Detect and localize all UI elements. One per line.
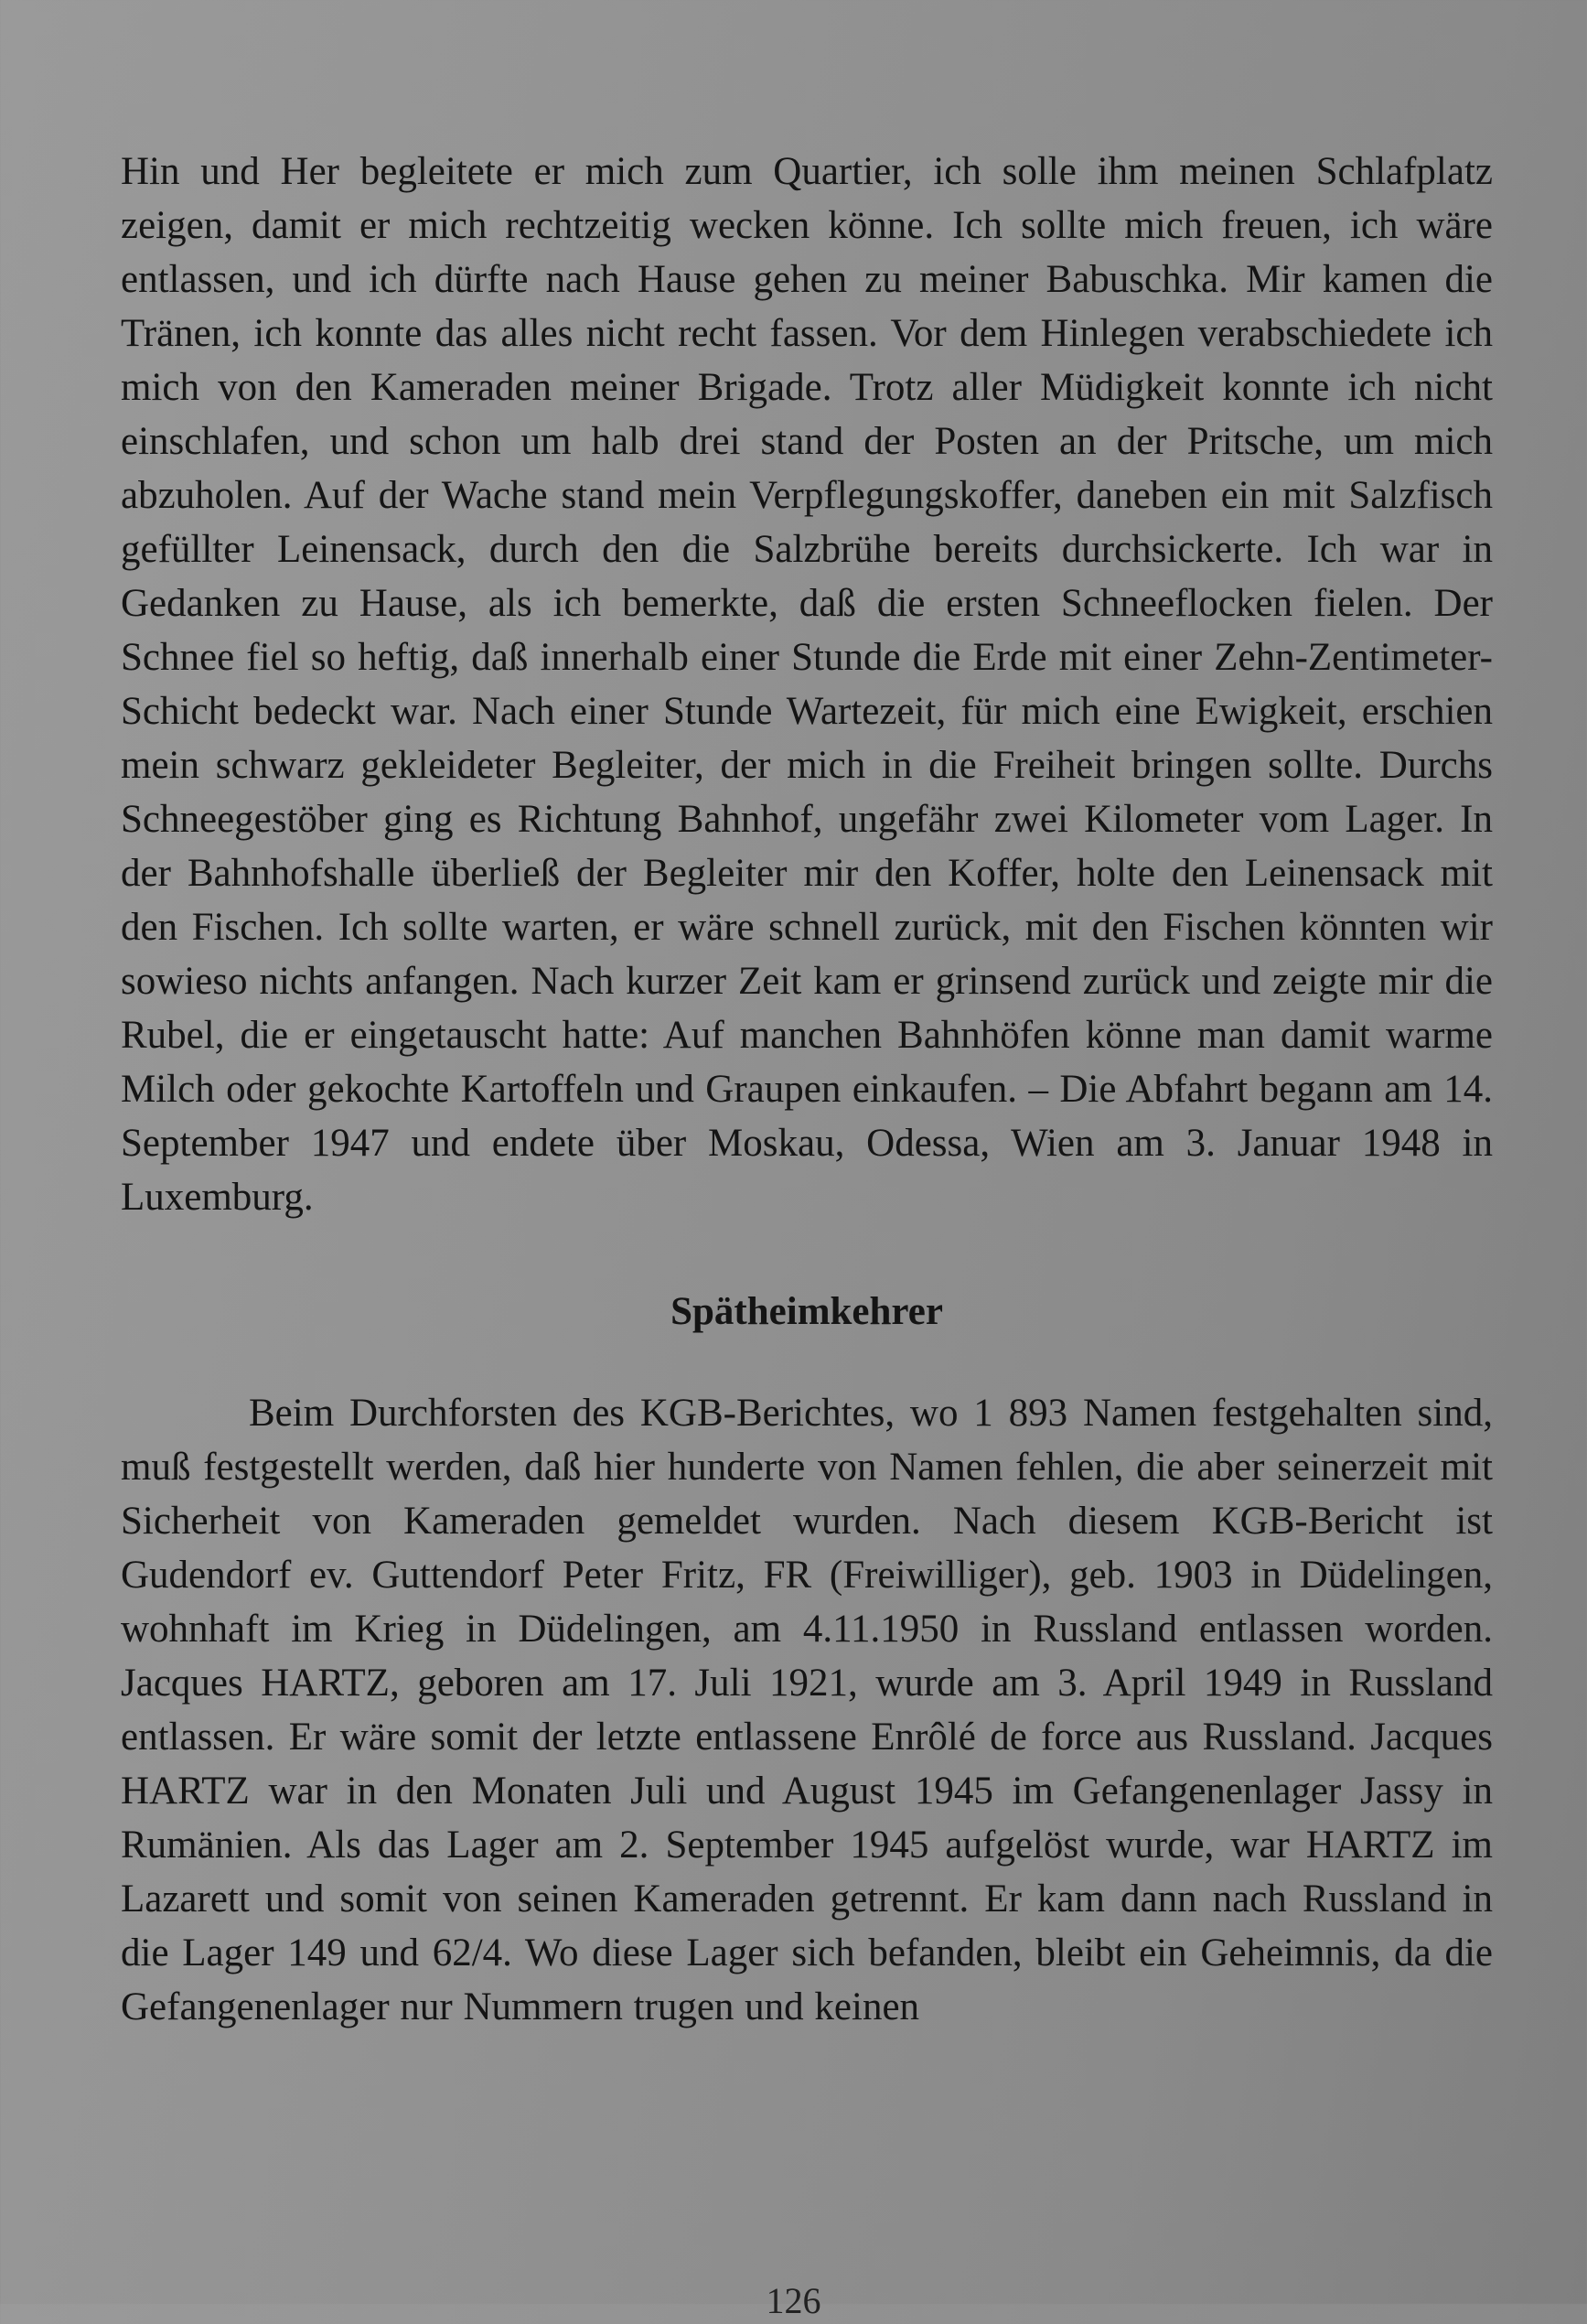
body-paragraph-2: Beim Durchforsten des KGB-Berichtes, wo 1 893 Namen festgehalten sind, muß festgestellt werden, daß hier hunderte von Namen fehlen, die aber seinerzeit mit Sicherheit von Kameraden gemeldet wurden. Nach diesem KGB-Bericht ist Gudendorf ev. Guttendorf Peter Fritz, FR (Freiwilliger), geb. 1903 in Düdelingen, wohnhaft im Krieg in Düdelingen, am 4.11.1950 in Russland entlassen worden. Jacques HARTZ, geboren am 17. Juli 1921, wurde am 3. April 1949 in Russland entlassen. Er wäre somit der letzte entlassene Enrôlé de force aus Russland. Jacques HARTZ war in den Monaten Juli und August 1945 im Gefangenenlager Jassy in Rumänien. Als das Lager am 2. September 1945 aufgelöst wurde, war HARTZ im Lazarett und somit von seinen Kameraden getrennt. Er kam dann nach Russland in die Lager 149 und 62/4. Wo diese Lager sich befanden, bleibt ein Geheimnis, da die Gefangenenlager nur Nummern trugen und keinen bbox=[121, 1392, 1493, 2028]
page-number: 126 bbox=[766, 2280, 821, 2321]
section-heading: Spätheimkehrer bbox=[670, 1290, 943, 1333]
book-page bbox=[121, 145, 1493, 2034]
body-paragraph-1: Hin und Her begleitete er mich zum Quartier, ich solle ihm meinen Schlafplatz zeigen, damit er mich rechtzeitig wecken könne. Ich sollte mich freuen, ich wäre entlassen, und ich dürfte nach Hause gehen zu meiner Babuschka. Mir kamen die Tränen, ich konnte das alles nicht recht fassen. Vor dem Hinlegen verabschiedete ich mich von den Kameraden meiner Brigade. Trotz aller Müdigkeit konnte ich nicht einschlafen, und schon um halb drei stand der Posten an der Pritsche, um mich abzuholen. Auf der Wache stand mein Verpflegungskoffer, daneben ein mit Salzfisch gefüllter Leinensack, durch den die Salzbrühe bereits durchsickerte. Ich war in Gedanken zu Hause, als ich bemerkte, daß die ersten Schneeflocken fielen. Der Schnee fiel so heftig, daß innerhalb einer Stunde die Erde mit einer Zehn-Zentimeter- Schicht bedeckt war. Nach einer Stunde Wartezeit, für mich eine Ewigkeit, erschien mein schwarz gekleideter Begleiter, der mich in die Freiheit bringen sollte. Durchs Schneegestöber ging es Richtung Bahnhof, ungefähr zwei Kilometer vom Lager. In der Bahnhofshalle überließ der Begleiter mir den Koffer, holte den Leinensack mit den Fischen. Ich sollte warten, er wäre schnell zurück, mit den Fischen könnten wir sowieso nichts anfangen. Nach kurzer Zeit kam er grinsend zurück und zeigte mir die Rubel, die er eingetauscht hatte: Auf manchen Bahnhöfen könne man damit warme Milch oder gekochte Kartoffeln und Graupen einkaufen. – Die Abfahrt begann am 14. September 1947 und endete über Moskau, Odessa, Wien am 3. Januar 1948 in Luxemburg. bbox=[121, 150, 1493, 1219]
